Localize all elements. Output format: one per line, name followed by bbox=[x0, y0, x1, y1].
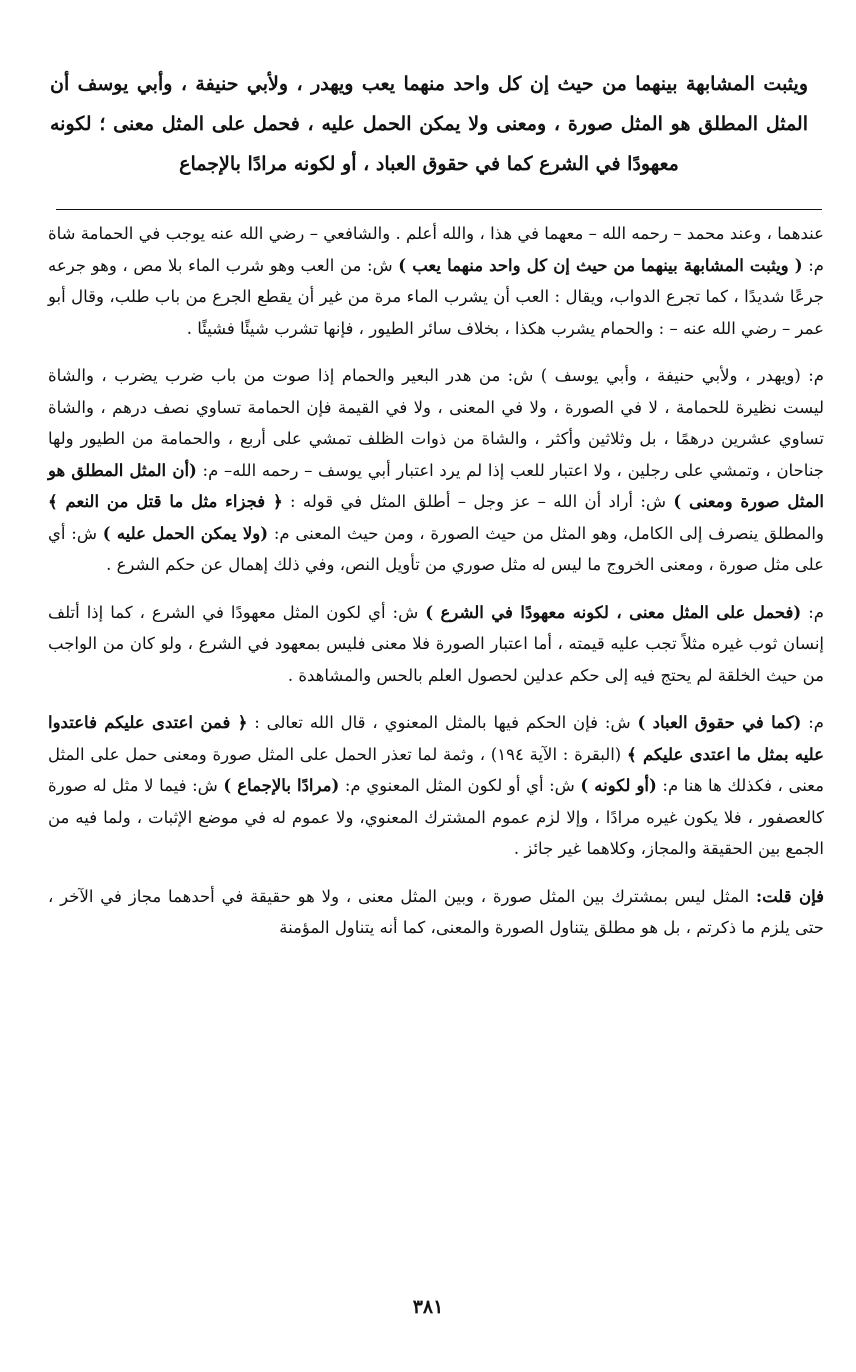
commentary-text: ش: فإن الحكم فيها بالمثل المعنوي ، قال الله تعالى : bbox=[247, 713, 638, 732]
commentary-text: عندهما ، وعند محمد – رحمه الله – معهما في هذا ، والله أعلم . والشافعي – رضي الله عنه يوجب في الحمامة شاة م: bbox=[48, 224, 824, 275]
commentary-text: المثل ليس بمشترك بين المثل صورة ، وبين المثل معنى ، ولا هو حقيقة في أحدهما مجاز في الآخر ، حتى يلزم ما ذكرتم ، بل هو مطلق يتناول الصورة والمعنى، كما أنه يتناول المؤمنة bbox=[48, 886, 824, 937]
quoted-text: (فحمل على المثل معنى ، لكونه معهودًا في الشرع ) bbox=[425, 602, 802, 622]
quoted-text: (مرادًا بالإجماع ) bbox=[223, 776, 340, 795]
quoted-text: ﴿ فمن اعتدى عليكم فاعتدوا عليه بمثل ما اعتدى عليكم ﴾ bbox=[48, 713, 824, 764]
quoted-text: (كما في حقوق العباد ) bbox=[637, 713, 802, 732]
commentary-text: ش: أي أو لكون المثل المعنوي م: bbox=[339, 776, 581, 795]
commentary-text: ش: أي على مثل صورة ، ومعنى الخروج ما ليس له مثل صوري من تأويل النص، وفي ذلك إهمال عن حكم الشرع . bbox=[48, 523, 824, 574]
quoted-text: (أو لكونه ) bbox=[580, 776, 657, 795]
commentary-text: م: (ويهدر ، ولأبي حنيفة ، وأبي يوسف ) ش: من هدر البعير والحمام إذا صوت من باب ضرب يضرب ، والشاة ليست نظيرة للحمامة ، لا في الصورة ، ولا في المعنى ، ولا في القيمة فإن الحمامة تساوي نصف درهم ، والشاة تساوي عشرين درهمًا ، بل وثلاثين وأكثر ، والشاة من ذوات الظلف تمشي على أربع ، والحمامة من الطيور ولها جناحان ، وتمشي على رجلين ، ولا اعتبار للعب إذا لم يرد اعتبار أبي يوسف – رحمه الله– م: bbox=[48, 366, 824, 480]
commentary-text: (البقرة : الآية ١٩٤) ، وثمة لما تعذر الحمل على المثل صورة ومعنى حمل على المثل معنى ، فكذلك ها هنا م: bbox=[48, 744, 824, 795]
commentary-text: م: bbox=[801, 602, 824, 622]
quoted-text: ﴿ فجزاء مثل ما قتل من النعم ﴾ bbox=[48, 492, 283, 511]
commentary-text: ش: أي لكون المثل معهودًا في الشرع ، كما إذا أتلف إنسان ثوب غيره مثلاً تجب عليه قيمته ، أما اعتبار الصورة فلا معنى فليس بمعهود في الشرع ، ولو كان من الواجب من حيث الخلقة لم يحتج فيه إلى حكم عدلين لحصول العلم بالحس والمشاهدة . bbox=[48, 602, 824, 685]
main-text: ويثبت المشابهة بينهما من حيث إن كل واحد منهما يعب ويهدر ، ولأبي حنيفة ، وأبي يوسف أن المثل المطلق هو المثل صورة ، ومعنى ولا يمكن الحمل عليه ، فحمل على المثل معنى ؛ لكونه معهودًا في الشرع كما في حقوق العباد ، أو لكونه مرادًا بالإجماع bbox=[50, 73, 808, 175]
quoted-text: فإن قلت: bbox=[755, 886, 824, 906]
commentary-paragraph bbox=[48, 881, 824, 944]
page-number: ٣٨١ bbox=[412, 1296, 444, 1318]
commentary bbox=[48, 218, 824, 960]
commentary-paragraph bbox=[48, 597, 824, 692]
quoted-text: ( ويثبت المشابهة بينهما من حيث إن كل واحد منهما يعب ) bbox=[398, 255, 803, 275]
commentary-text: م: bbox=[801, 713, 824, 732]
commentary-text: ش: من العب وهو شرب الماء بلا مص ، وهو جرعه جرعًا شديدًا ، كما تجرع الدواب، ويقال : العب أن يشرب الماء مرة من غير أن يقطع الجرع من باب طلب، وقال أبو عمر – رضي الله عنه – : والحمام يشرب هكذا ، بخلاف سائر الطيور ، فإنها تشرب شيئًا فشيئًا . bbox=[48, 255, 824, 338]
separator-line bbox=[56, 209, 822, 210]
commentary-paragraph bbox=[48, 218, 824, 344]
commentary-text: والمطلق ينصرف إلى الكامل، وهو المثل من حيث الصورة ، ومن حيث المعنى م: bbox=[268, 523, 824, 543]
commentary-text: ش: أراد أن الله – عز وجل – أطلق المثل في قوله : bbox=[282, 492, 674, 511]
quoted-text: (أن المثل المطلق هو المثل صورة ومعنى ) bbox=[48, 460, 824, 511]
commentary-text: ش: فيما لا مثل له صورة كالعصفور ، فلا يكون غيره مرادًا ، وإلا لزم عموم المشترك المعنوي، ولا عموم له في موضع الإثبات ، ولما فيه من الجمع بين الحقيقة والمجاز، وكلاهما غير جائز . bbox=[48, 776, 824, 858]
commentary-paragraph bbox=[48, 360, 824, 581]
commentary-paragraph bbox=[48, 707, 824, 865]
quoted-text: (ولا يمكن الحمل عليه ) bbox=[102, 523, 269, 543]
